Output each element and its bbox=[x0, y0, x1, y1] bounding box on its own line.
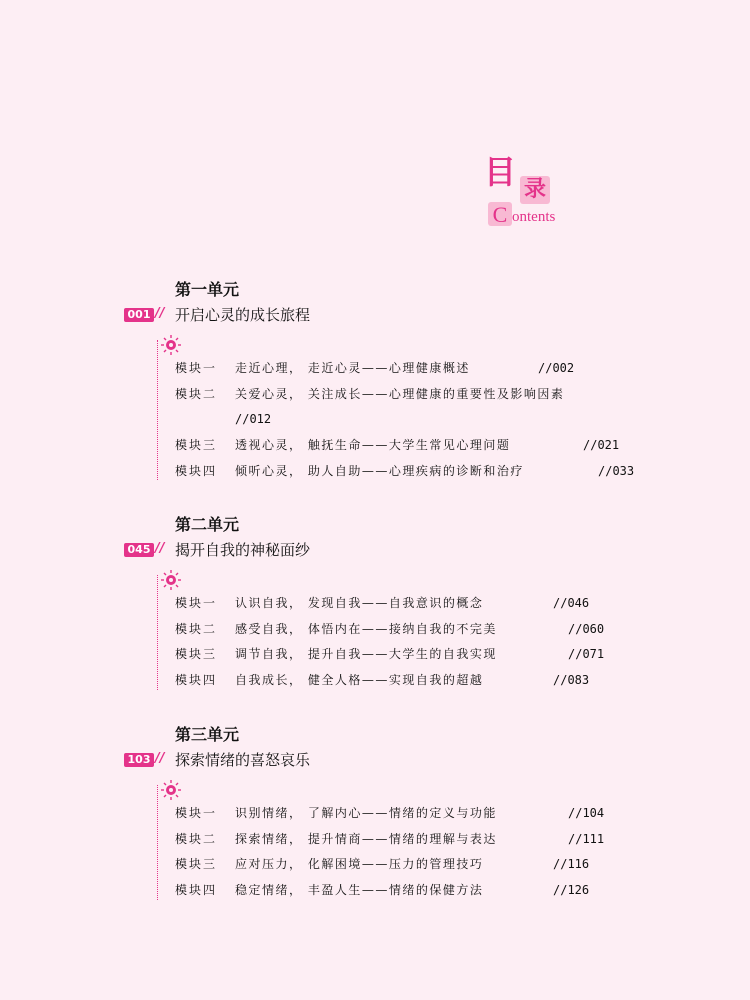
unit-label: 第三单元 bbox=[175, 725, 240, 744]
module-page: //111 bbox=[568, 831, 605, 846]
module-title: 自我成长， 健全人格——实现自我的超越 bbox=[235, 673, 484, 688]
module-title: 稳定情绪， 丰盈人生——情绪的保健方法 bbox=[235, 883, 484, 898]
unit-title[interactable]: 揭开自我的神秘面纱 bbox=[175, 541, 311, 559]
unit-page-badge[interactable]: 001 bbox=[124, 308, 154, 322]
module-number: 模块一 bbox=[175, 361, 218, 375]
dotted-guide bbox=[157, 785, 158, 900]
badge-slashes: // bbox=[155, 541, 165, 556]
module-number: 模块四 bbox=[175, 463, 218, 478]
module-number: 模块三 bbox=[175, 438, 218, 453]
dotted-guide bbox=[157, 575, 158, 690]
list-item[interactable] bbox=[175, 831, 675, 857]
badge-slashes: // bbox=[155, 751, 165, 766]
module-title: 调节自我， 提升自我——大学生的自我实现 bbox=[235, 647, 497, 662]
contents-title bbox=[480, 150, 600, 240]
unit-page-badge[interactable]: 103 bbox=[124, 753, 154, 767]
list-item[interactable] bbox=[175, 360, 675, 386]
module-number: 模块一 bbox=[175, 806, 218, 820]
list-item[interactable] bbox=[175, 463, 675, 489]
module-list bbox=[175, 805, 675, 908]
sun-icon bbox=[160, 569, 182, 591]
module-title: 走近心理， 走近心灵——心理健康概述 bbox=[235, 361, 470, 375]
unit-page-badge[interactable]: 045 bbox=[124, 543, 154, 557]
module-title: 探索情绪， 提升情商——情绪的理解与表达 bbox=[235, 831, 497, 846]
module-page: //126 bbox=[553, 883, 590, 898]
dotted-guide bbox=[157, 340, 158, 480]
module-page: //012 bbox=[235, 412, 272, 427]
module-title: 应对压力， 化解困境——压力的管理技巧 bbox=[235, 857, 484, 872]
list-item[interactable] bbox=[175, 621, 675, 647]
module-page: //021 bbox=[583, 438, 620, 453]
sun-icon bbox=[160, 779, 182, 801]
list-item[interactable] bbox=[175, 882, 675, 908]
module-page: //033 bbox=[598, 463, 635, 478]
module-number: 模块二 bbox=[175, 621, 218, 636]
module-page: //046 bbox=[553, 596, 590, 610]
module-page: //083 bbox=[553, 673, 590, 688]
module-number: 模块一 bbox=[175, 596, 218, 610]
module-number: 模块二 bbox=[175, 386, 218, 401]
title-lu: 录 bbox=[520, 176, 550, 204]
module-number: 模块三 bbox=[175, 647, 218, 662]
list-item[interactable] bbox=[175, 672, 675, 698]
module-title: 认识自我， 发现自我——自我意识的概念 bbox=[235, 596, 484, 610]
list-item[interactable] bbox=[175, 386, 675, 437]
title-ontents: ontents bbox=[512, 209, 556, 225]
list-item[interactable] bbox=[175, 805, 675, 831]
sun-icon bbox=[160, 334, 182, 356]
module-page: //104 bbox=[568, 806, 605, 820]
unit-label: 第二单元 bbox=[175, 515, 240, 534]
module-page: //060 bbox=[568, 621, 605, 636]
module-title: 感受自我， 体悟内在——接纳自我的不完美 bbox=[235, 621, 497, 636]
list-item[interactable] bbox=[175, 595, 675, 621]
module-list bbox=[175, 360, 675, 488]
title-c: C bbox=[488, 202, 512, 226]
title-mu: 目 bbox=[484, 153, 517, 191]
module-number: 模块二 bbox=[175, 831, 218, 846]
module-title: 识别情绪， 了解内心——情绪的定义与功能 bbox=[235, 806, 497, 820]
module-list bbox=[175, 595, 675, 698]
list-item[interactable] bbox=[175, 646, 675, 672]
list-item[interactable] bbox=[175, 437, 675, 463]
module-page: //116 bbox=[553, 857, 590, 872]
unit-title[interactable]: 探索情绪的喜怒哀乐 bbox=[175, 751, 311, 769]
badge-slashes: // bbox=[155, 306, 165, 321]
module-title: 关爱心灵， 关注成长——心理健康的重要性及影响因素 bbox=[235, 386, 565, 401]
unit-title[interactable]: 开启心灵的成长旅程 bbox=[175, 306, 311, 324]
module-title: 倾听心灵， 助人自助——心理疾病的诊断和治疗 bbox=[235, 463, 524, 478]
list-item[interactable] bbox=[175, 856, 675, 882]
module-number: 模块四 bbox=[175, 883, 218, 898]
unit-label: 第一单元 bbox=[175, 280, 240, 299]
module-page: //002 bbox=[538, 361, 575, 375]
module-number: 模块三 bbox=[175, 857, 218, 872]
module-title: 透视心灵， 触抚生命——大学生常见心理问题 bbox=[235, 438, 511, 453]
module-number: 模块四 bbox=[175, 673, 218, 688]
module-page: //071 bbox=[568, 647, 605, 662]
